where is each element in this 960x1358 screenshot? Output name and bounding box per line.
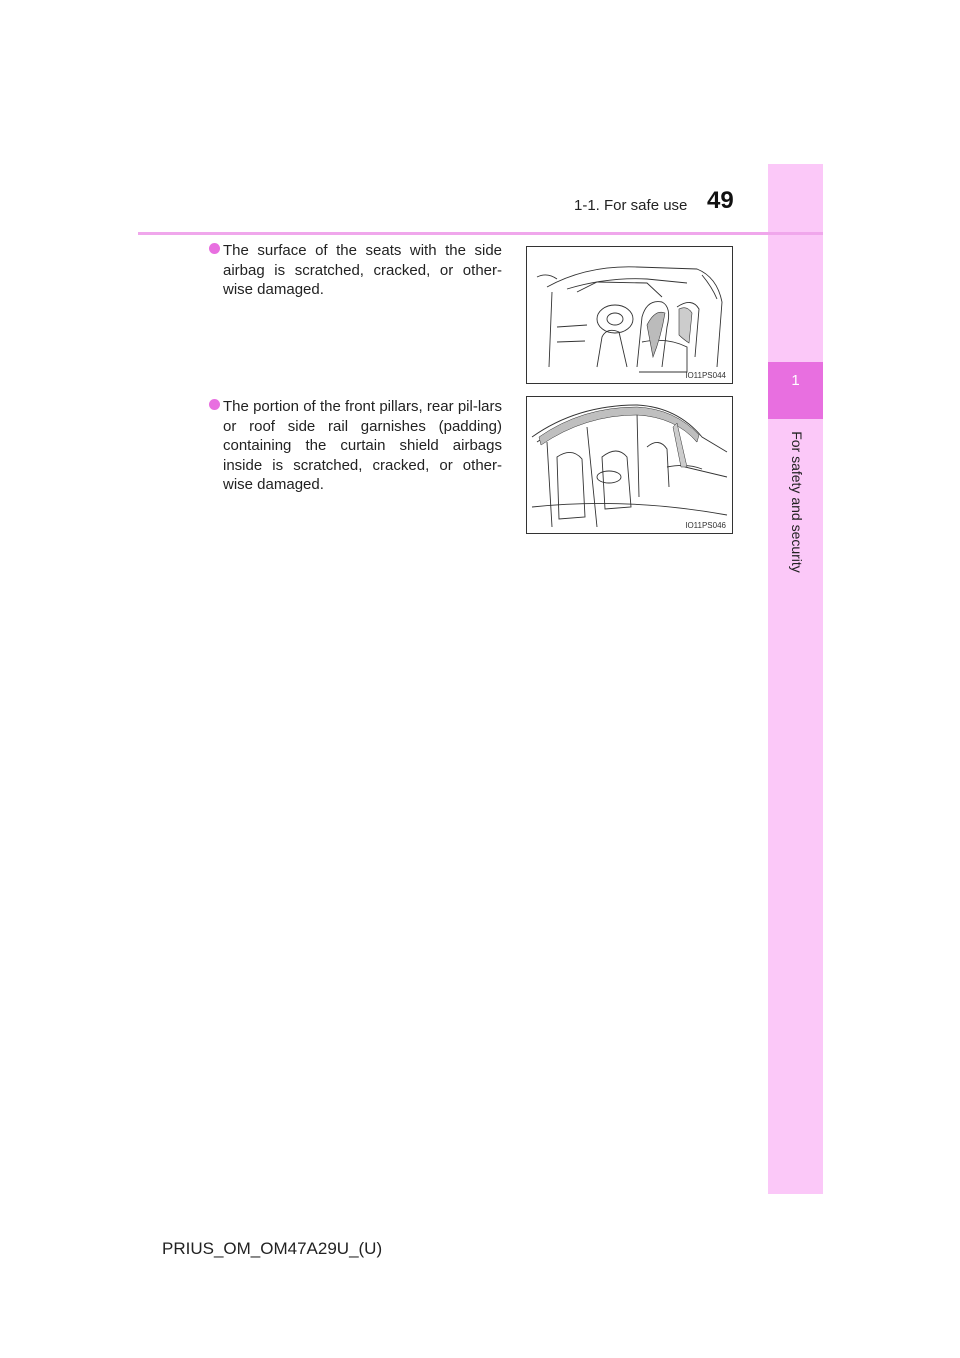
chapter-side-tab <box>768 164 823 1194</box>
header-divider <box>138 232 823 235</box>
page-number: 49 <box>707 187 734 214</box>
figure-side-airbag-seat <box>526 246 733 384</box>
figure-code: IO11PS046 <box>685 521 726 530</box>
bullet-icon <box>209 399 220 410</box>
car-cabin-pillars-illustration <box>527 397 732 533</box>
list-item <box>223 397 502 495</box>
figure-code: IO11PS044 <box>685 371 726 380</box>
car-interior-seat-illustration <box>527 247 732 383</box>
list-item <box>223 241 502 300</box>
chapter-number: 1 <box>791 372 800 389</box>
chapter-title: For safety and security <box>789 431 805 573</box>
list-item-text: The surface of the seats with the side airbag is scratched, cracked, or other-wise damaged. <box>223 242 502 298</box>
figure-curtain-airbag-pillars <box>526 396 733 534</box>
document-id: PRIUS_OM_OM47A29U_(U) <box>162 1239 383 1258</box>
list-item-text: The portion of the front pillars, rear pil-lars or roof side rail garnishes (padding) containing the curtain shield airbags inside is scratched, cracked, or other-wise damaged. <box>223 398 502 493</box>
bullet-icon <box>209 243 220 254</box>
section-title: 1-1. For safe use <box>574 197 688 214</box>
